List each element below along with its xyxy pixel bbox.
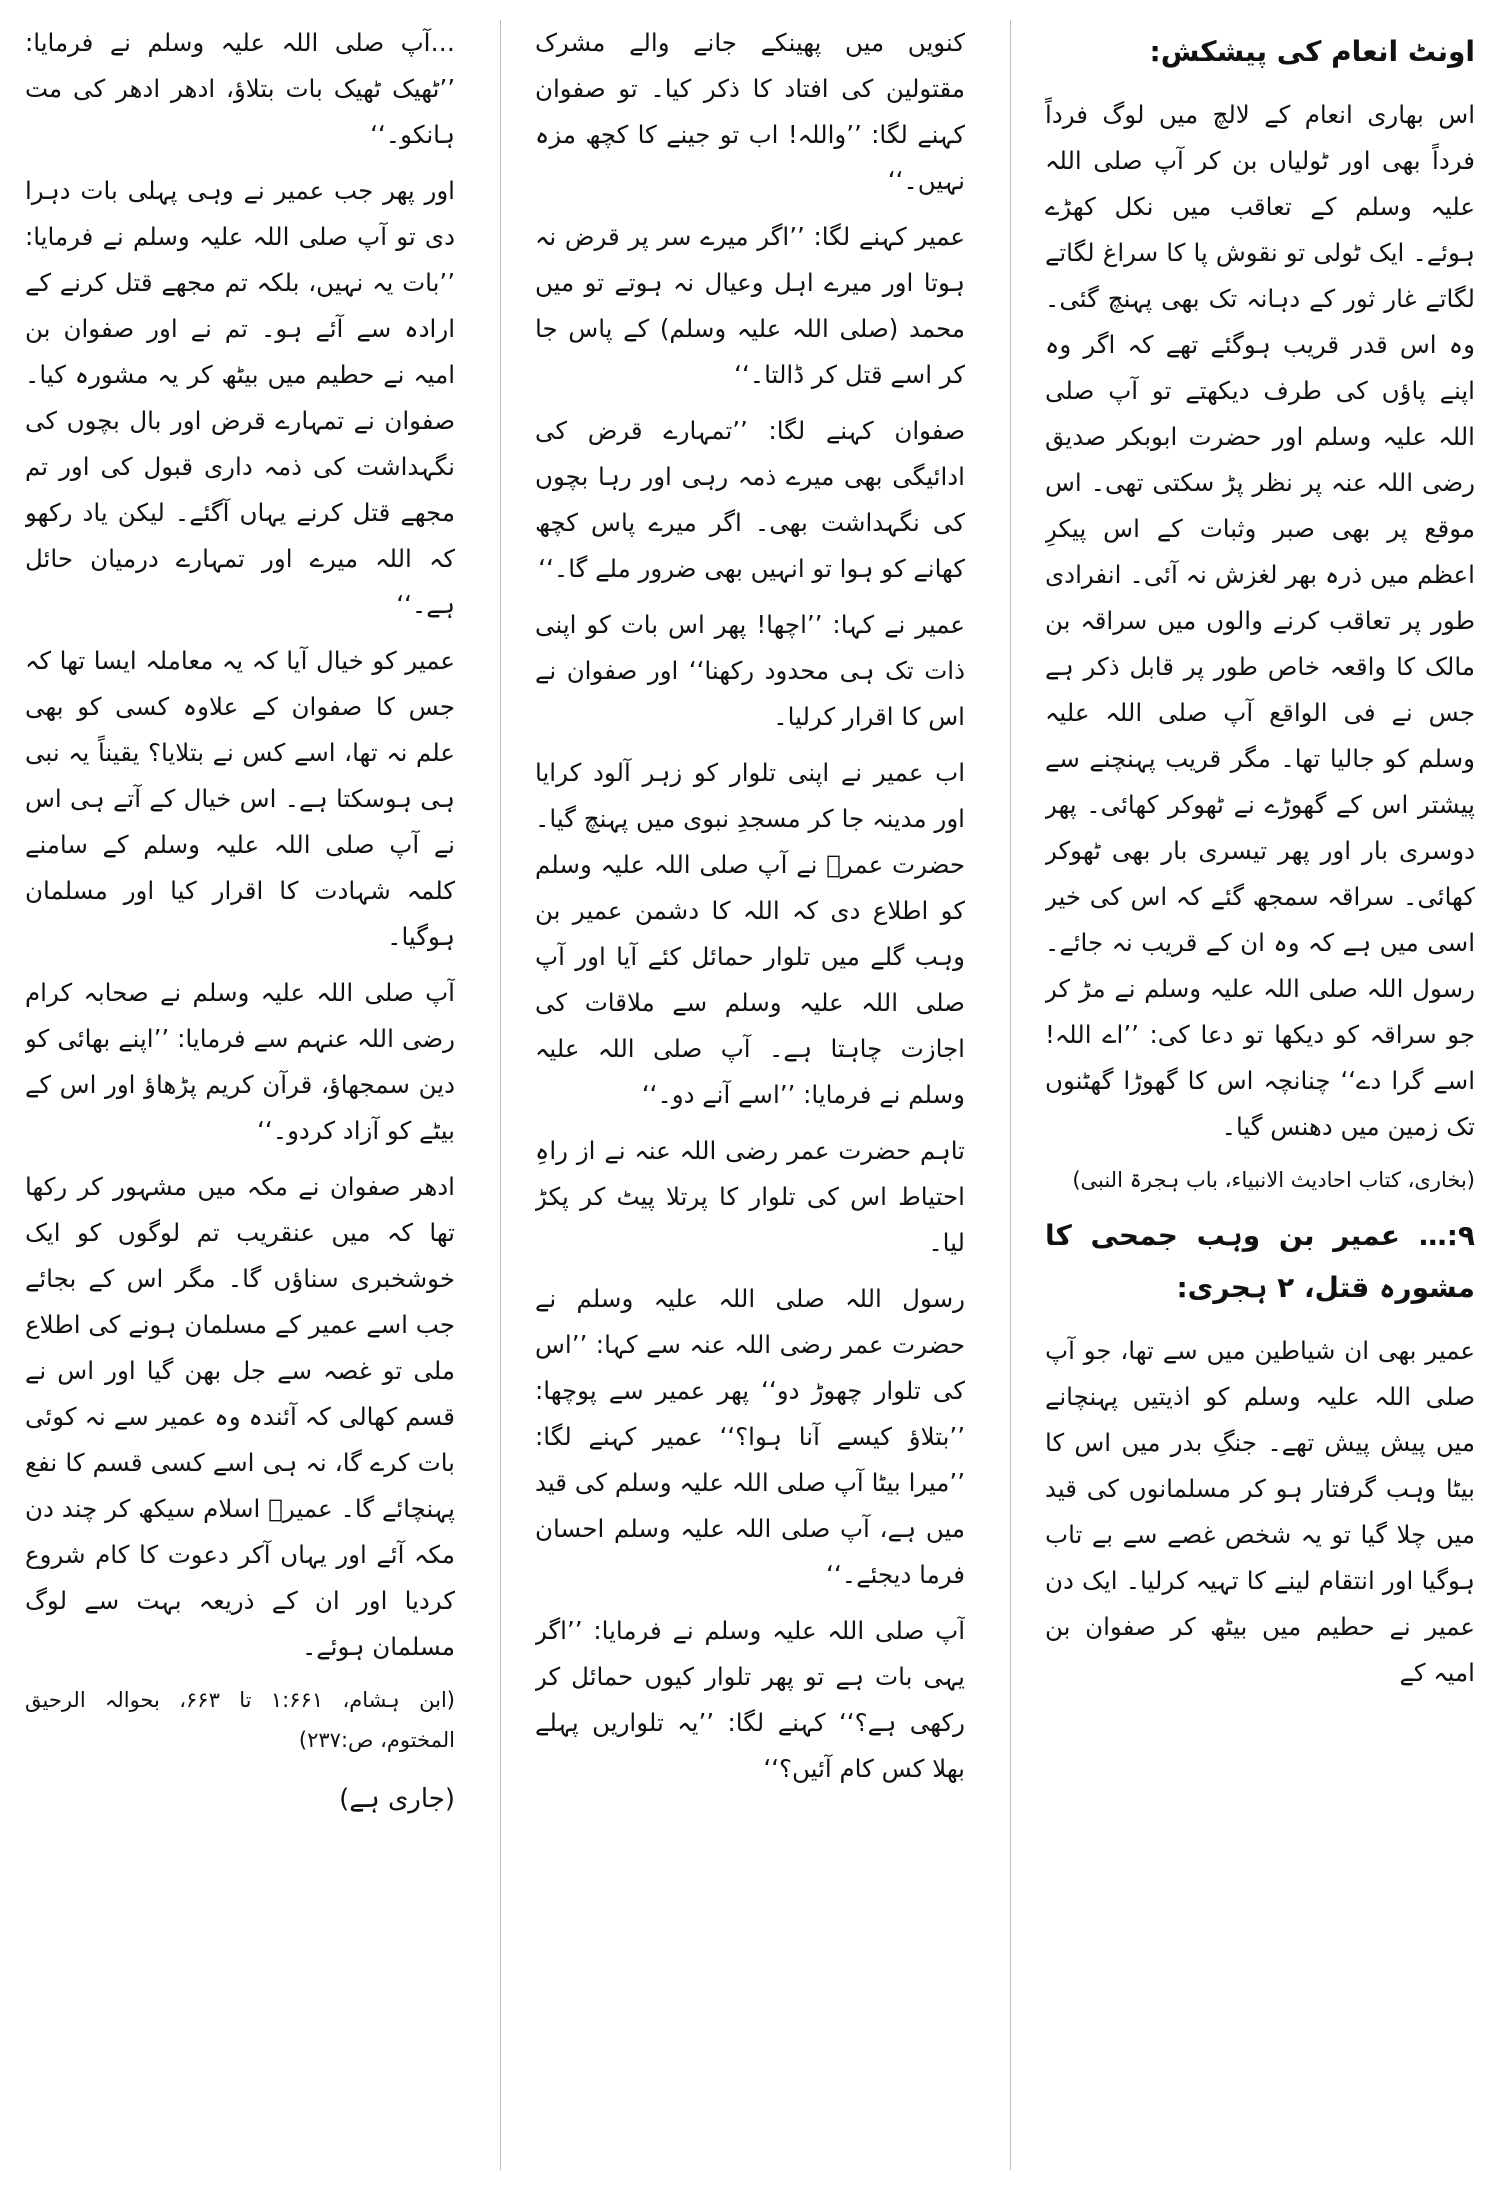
paragraph: عمیر نے کہا: ’’اچھا! پھر اس بات کو اپنی ذات تک ہی محدود رکھنا‘‘ اور صفوان نے اس کا اقرار کرلیا۔ [535,610,965,731]
paragraph: اس بھاری انعام کے لالچ میں لوگ فرداً فرداً بھی اور ٹولیاں بن کر آپ صلی اللہ علیہ وسلم کے تعاقب میں نکل کھڑے ہوئے۔ ایک ٹولی تو نقوش پا کا سراغ لگاتے لگاتے غار ثور کے دہانہ تک بھی پہنچ گئی۔ وہ اس قدر قریب ہوگئے تھے کہ اگر وہ اپنے پاؤں کی طرف دیکھتے تو آپ صلی اللہ علیہ وسلم اور حضرت ابوبکر صدیق رضی اللہ عنہ پر نظر پڑ سکتی تھی۔ اس موقع پر بھی صبر وثبات کے اس پیکرِ اعظم میں ذرہ بھر لغزش نہ آئی۔ انفرادی طور پر تعاقب کرنے والوں میں سراقہ بن مالک کا واقعہ خاص طور پر قابل ذکر ہے جس نے فی الواقع آپ صلی اللہ علیہ وسلم کو جالیا تھا۔ مگر قریب پہنچنے سے پیشتر اس کے گھوڑے نے ٹھوکر کھائی۔ پھر دوسری بار اور پھر تیسری بار بھی ٹھوکر کھائی۔ سراقہ سمجھ گئے کہ اس کی خیر اسی میں ہے کہ وہ ان کے قریب نہ جائے۔ رسول اللہ صلی اللہ علیہ وسلم نے مڑ کر جو سراقہ کو دیکھا تو دعا کی: ’’اے اللہ! اسے گرا دے‘‘ چنانچہ اس کا گھوڑا گھٹنوں تک زمین میں دھنس گیا۔ [1045,100,1475,1141]
paragraph: صفوان کہنے لگا: ’’تمہارے قرض کی ادائیگی بھی میرے ذمہ رہی اور رہا بچوں کی نگہداشت بھی۔ اگر میرے پاس کچھ کھانے کو ہوا تو انہیں بھی ضرور ملے گا۔‘‘ [535,416,965,583]
continued-note: (جاری ہے) [339,1784,455,1814]
column-divider [1010,20,1011,2170]
column-right [1045,20,1475,2170]
paragraph: آپ صلی اللہ علیہ وسلم نے فرمایا: ’’اگر یہی بات ہے تو پھر تلوار کیوں حمائل کر رکھی ہے؟‘‘ کہنے لگا: ’’یہ تلواریں پہلے بھلا کس کام آئیں؟‘‘ [535,1616,965,1783]
reference: (بخاری، کتاب احادیث الانبیاء، باب ہجرۃ النبی) [1072,1168,1475,1192]
paragraph: عمیر کو خیال آیا کہ یہ معاملہ ایسا تھا کہ جس کا صفوان کے علاوہ کسی کو بھی علم نہ تھا، اسے کس نے بتلایا؟ یقیناً یہ نبی ہی ہوسکتا ہے۔ اس خیال کے آتے ہی اس نے آپ صلی اللہ علیہ وسلم کے سامنے کلمہ شہادت کا اقرار کیا اور مسلمان ہوگیا۔ [25,646,455,951]
paragraph: اب عمیر نے اپنی تلوار کو زہر آلود کرایا اور مدینہ جا کر مسجدِ نبوی میں پہنچ گیا۔ حضرت عمرؓ نے آپ صلی اللہ علیہ وسلم کو اطلاع دی کہ اللہ کا دشمن عمیر بن وہب گلے میں تلوار حمائل کئے آیا اور آپ صلی اللہ علیہ وسلم سے ملاقات کی اجازت چاہتا ہے۔ آپ صلی اللہ علیہ وسلم نے فرمایا: ’’اسے آنے دو۔‘‘ [535,758,965,1109]
paragraph: ادھر صفوان نے مکہ میں مشہور کر رکھا تھا کہ میں عنقریب تم لوگوں کو ایک خوشخبری سناؤں گا۔ مگر اس کے بجائے جب اسے عمیر کے مسلمان ہونے کی اطلاع ملی تو غصہ سے جل بھن گیا اور اس نے قسم کھالی کہ آئندہ وہ عمیر سے نہ کوئی بات کرے گا، نہ ہی اسے کسی قسم کا نفع پہنچائے گا۔ عمیرؓ اسلام سیکھ کر چند دن مکہ آئے اور یہاں آکر دعوت کا کام شروع کردیا اور ان کے ذریعہ بہت سے لوگ مسلمان ہوئے۔ [25,1172,455,1661]
column-left [25,20,455,2170]
paragraph: تاہم حضرت عمر رضی اللہ عنہ نے از راہِ احتیاط اس کی تلوار کا پرتلا پیٹ کر پکڑ لیا۔ [535,1136,965,1257]
section-heading: ۹:… عمیر بن وہب جمحی کا مشورہ قتل، ۲ ہجری: [1045,1219,1475,1304]
paragraph: کنویں میں پھینکے جانے والے مشرک مقتولین کی افتاد کا ذکر کیا۔ تو صفوان کہنے لگا: ’’واللہ! اب تو جینے کا کچھ مزہ نہیں۔‘‘ [535,28,965,195]
paragraph: عمیر بھی ان شیاطین میں سے تھا، جو آپ صلی اللہ علیہ وسلم کو اذیتیں پہنچانے میں پیش پیش تھے۔ جنگِ بدر میں اس کا بیٹا وہب گرفتار ہو کر مسلمانوں کی قید میں چلا گیا تو یہ شخص غصے سے بے تاب ہوگیا اور انتقام لینے کا تہیہ کرلیا۔ ایک دن عمیر نے حطیم میں بیٹھ کر صفوان بن امیہ کے [1045,1336,1475,1687]
section-heading: اونٹ انعام کی پیشکش: [1149,35,1475,68]
column-divider [500,20,501,2170]
paragraph: رسول اللہ صلی اللہ علیہ وسلم نے حضرت عمر رضی اللہ عنہ سے کہا: ’’اس کی تلوار چھوڑ دو‘‘ پھر عمیر سے پوچھا: ’’بتلاؤ کیسے آنا ہوا؟‘‘ عمیر کہنے لگا: ’’میرا بیٹا آپ صلی اللہ علیہ وسلم کی قید میں ہے، آپ صلی اللہ علیہ وسلم احسان فرما دیجئے۔‘‘ [535,1284,965,1589]
column-middle [535,20,965,2170]
paragraph: اور پھر جب عمیر نے وہی پہلی بات دہرا دی تو آپ صلی اللہ علیہ وسلم نے فرمایا: ’’بات یہ نہیں، بلکہ تم مجھے قتل کرنے کے ارادہ سے آئے ہو۔ تم نے اور صفوان بن امیہ نے حطیم میں بیٹھ کر یہ مشورہ کیا۔ صفوان نے تمہارے قرض اور بال بچوں کی نگہداشت کی ذمہ داری قبول کی اور تم مجھے قتل کرنے یہاں آگئے۔ لیکن یاد رکھو کہ اللہ میرے اور تمہارے درمیان حائل ہے۔‘‘ [25,176,455,619]
reference: (ابن ہشام، ۱:۶۶۱ تا ۶۶۳، بحوالہ الرحیق المختوم، ص:۲۳۷) [25,1688,455,1752]
paragraph: عمیر کہنے لگا: ’’اگر میرے سر پر قرض نہ ہوتا اور میرے اہل وعیال نہ ہوتے تو میں محمد (صلی اللہ علیہ وسلم) کے پاس جا کر اسے قتل کر ڈالتا۔‘‘ [535,222,965,389]
paragraph: …آپ صلی اللہ علیہ وسلم نے فرمایا: ’’ٹھیک ٹھیک بات بتلاؤ، ادھر ادھر کی مت ہانکو۔‘‘ [25,28,455,149]
paragraph: آپ صلی اللہ علیہ وسلم نے صحابہ کرام رضی اللہ عنہم سے فرمایا: ’’اپنے بھائی کو دین سمجھاؤ، قرآن کریم پڑھاؤ اور اس کے بیٹے کو آزاد کردو۔‘‘ [25,978,455,1145]
